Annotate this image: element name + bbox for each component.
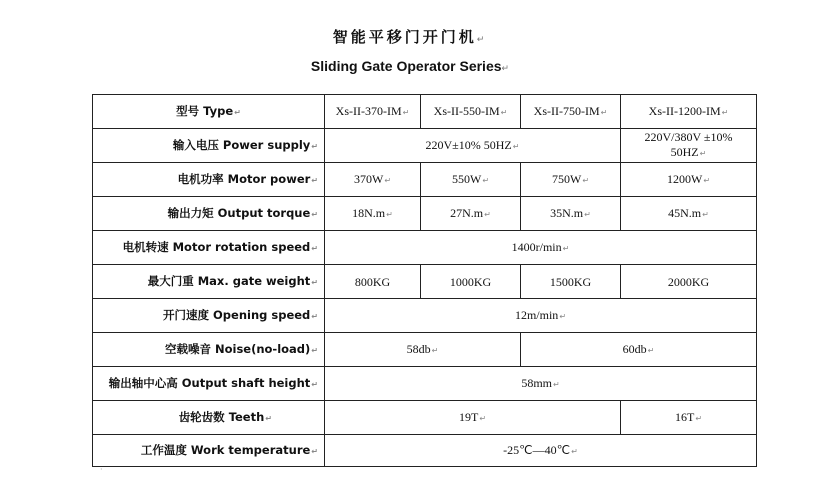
paragraph-mark-icon: ↵	[562, 243, 570, 253]
paragraph-mark-icon: ↵	[311, 243, 318, 253]
label-rotation-speed	[93, 231, 325, 265]
cell-text: Xs-II-370-IM	[335, 103, 402, 118]
paragraph-mark-icon: ↵	[600, 107, 608, 117]
spec-table	[92, 94, 757, 467]
label-noise	[93, 333, 325, 367]
cell-text: 输入电压 Power supply	[172, 137, 311, 152]
cell-text: 1400r/min	[511, 239, 562, 254]
paragraph-mark-icon: ↵	[311, 379, 318, 389]
paragraph-mark-icon: ↵	[703, 175, 711, 185]
table-row-power-supply	[93, 129, 757, 163]
table-row-work-temperature	[93, 435, 757, 467]
paragraph-mark-icon: ↵	[647, 345, 655, 355]
end-of-cell-mark: ·	[100, 465, 103, 474]
motor-power-cell	[621, 163, 757, 197]
gate-weight-cell	[621, 265, 757, 299]
paragraph-mark-icon: ↵	[699, 149, 707, 158]
paragraph-mark-icon: ↵	[384, 175, 392, 185]
paragraph-mark-icon: ↵	[386, 209, 393, 219]
cell-text: 220V/380V ±10%	[644, 130, 733, 144]
cell-text: 58mm	[521, 375, 552, 390]
motor-power-cell	[521, 163, 621, 197]
paragraph-mark-icon: ↵	[311, 446, 318, 456]
paragraph-mark-icon: ↵	[265, 413, 272, 423]
paragraph-mark-icon: ↵	[559, 311, 567, 321]
gate-weight-cell	[325, 265, 421, 299]
table-row-noise	[93, 333, 757, 367]
label-teeth	[93, 401, 325, 435]
paragraph-mark-icon: ↵	[552, 379, 560, 389]
cell-text: 800KG	[354, 274, 391, 289]
model-cell	[521, 95, 621, 129]
paragraph-mark-icon: ↵	[721, 107, 729, 117]
cell-text: 空载噪音 Noise(no-load)	[164, 341, 311, 356]
paragraph-mark-icon: ↵	[402, 107, 410, 117]
cell-text: 60db	[622, 341, 647, 356]
cell-text: 最大门重 Max. gate weight	[147, 273, 311, 288]
cell-text: Xs-II-550-IM	[433, 103, 500, 118]
paragraph-mark-icon: ↵	[482, 175, 490, 185]
rotation-speed-value	[325, 231, 757, 265]
model-cell	[421, 95, 521, 129]
paragraph-mark-icon: ↵	[431, 345, 439, 355]
table-row-type	[93, 95, 757, 129]
cell-text: 19T	[458, 409, 479, 424]
table-row-motor-power	[93, 163, 757, 197]
cell-text: 18N.m	[352, 205, 386, 220]
cell-text: 12m/min	[514, 307, 559, 322]
paragraph-mark-icon: ↵	[695, 413, 703, 423]
torque-cell	[421, 197, 521, 231]
paragraph-mark-icon: ↵	[484, 209, 491, 219]
label-output-torque	[93, 197, 325, 231]
gate-weight-cell	[521, 265, 621, 299]
paragraph-mark-icon: ↵	[311, 311, 318, 321]
cell-text: 电机功率 Motor power	[177, 171, 311, 186]
opening-speed-value	[325, 299, 757, 333]
noise-value-a	[325, 333, 521, 367]
label-shaft-height	[93, 367, 325, 401]
cell-text: 50HZ	[670, 145, 699, 159]
paragraph-mark-icon: ↵	[311, 209, 318, 219]
paragraph-mark-icon: ↵	[500, 107, 508, 117]
cell-text: 1500KG	[549, 274, 592, 289]
cell-text: 齿轮齿数 Teeth	[178, 409, 265, 424]
cell-text: 27N.m	[450, 205, 484, 220]
work-temperature-value	[325, 435, 757, 467]
title-chinese-text: 智能平移门开门机	[332, 28, 477, 46]
torque-cell	[521, 197, 621, 231]
paragraph-mark-icon: ↵	[234, 107, 241, 117]
cell-text: 2000KG	[667, 274, 710, 289]
title-english-text: Sliding Gate Operator Series	[310, 58, 502, 74]
paragraph-mark-icon: ↵	[311, 141, 318, 151]
model-cell	[621, 95, 757, 129]
table-row-teeth	[93, 401, 757, 435]
cell-text: 开门速度 Opening speed	[163, 307, 311, 322]
cell-text: 输出力矩 Output torque	[167, 205, 311, 220]
cell-text: 16T	[674, 409, 695, 424]
label-opening-speed	[93, 299, 325, 333]
paragraph-mark-icon: ↵	[311, 175, 318, 185]
cell-text: 电机转速 Motor rotation speed	[122, 239, 311, 254]
paragraph-mark-icon: ↵	[571, 446, 578, 456]
label-gate-weight	[93, 265, 325, 299]
cell-text: 220V±10% 50HZ	[425, 137, 512, 152]
power-supply-value	[325, 129, 621, 163]
label-motor-power	[93, 163, 325, 197]
label-work-temperature	[93, 435, 325, 467]
torque-cell	[325, 197, 421, 231]
table-row-shaft-height	[93, 367, 757, 401]
table-row-rotation-speed	[93, 231, 757, 265]
cell-text: 750W	[551, 171, 582, 186]
teeth-value-b	[621, 401, 757, 435]
cell-text: 型号 Type	[176, 103, 234, 118]
gate-weight-cell	[421, 265, 521, 299]
title-english	[0, 58, 820, 74]
cell-text: 550W	[451, 171, 482, 186]
cell-text: 工作温度 Work temperature	[140, 442, 311, 457]
paragraph-mark-icon: ↵	[582, 175, 590, 185]
table-row-opening-speed	[93, 299, 757, 333]
table-row-output-torque	[93, 197, 757, 231]
torque-cell	[621, 197, 757, 231]
model-cell	[325, 95, 421, 129]
cell-text: 35N.m	[550, 205, 584, 220]
teeth-value-a	[325, 401, 621, 435]
cell-text: 58db	[406, 341, 431, 356]
paragraph-mark-icon: ↵	[512, 141, 520, 151]
paragraph-mark-icon: ↵	[476, 35, 488, 45]
power-supply-value-1200	[621, 129, 757, 163]
cell-text: 45N.m	[668, 205, 702, 220]
cell-text: 1000KG	[449, 274, 492, 289]
paragraph-mark-icon: ↵	[702, 209, 709, 219]
cell-text: Xs-II-750-IM	[533, 103, 600, 118]
paragraph-mark-icon: ↵	[501, 63, 510, 73]
paragraph-mark-icon: ↵	[311, 277, 318, 287]
motor-power-cell	[325, 163, 421, 197]
paragraph-mark-icon: ↵	[584, 209, 591, 219]
label-power-supply	[93, 129, 325, 163]
motor-power-cell	[421, 163, 521, 197]
cell-text: 输出轴中心高 Output shaft height	[108, 375, 311, 390]
label-type	[93, 95, 325, 129]
cell-text: 1200W	[666, 171, 703, 186]
title-chinese	[0, 26, 820, 47]
paragraph-mark-icon: ↵	[311, 345, 318, 355]
paragraph-mark-icon: ↵	[479, 413, 487, 423]
noise-value-b	[521, 333, 757, 367]
table-row-gate-weight	[93, 265, 757, 299]
shaft-height-value	[325, 367, 757, 401]
cell-text: -25℃—40℃	[503, 442, 571, 457]
cell-text: 370W	[353, 171, 384, 186]
cell-text: Xs-II-1200-IM	[648, 103, 721, 118]
